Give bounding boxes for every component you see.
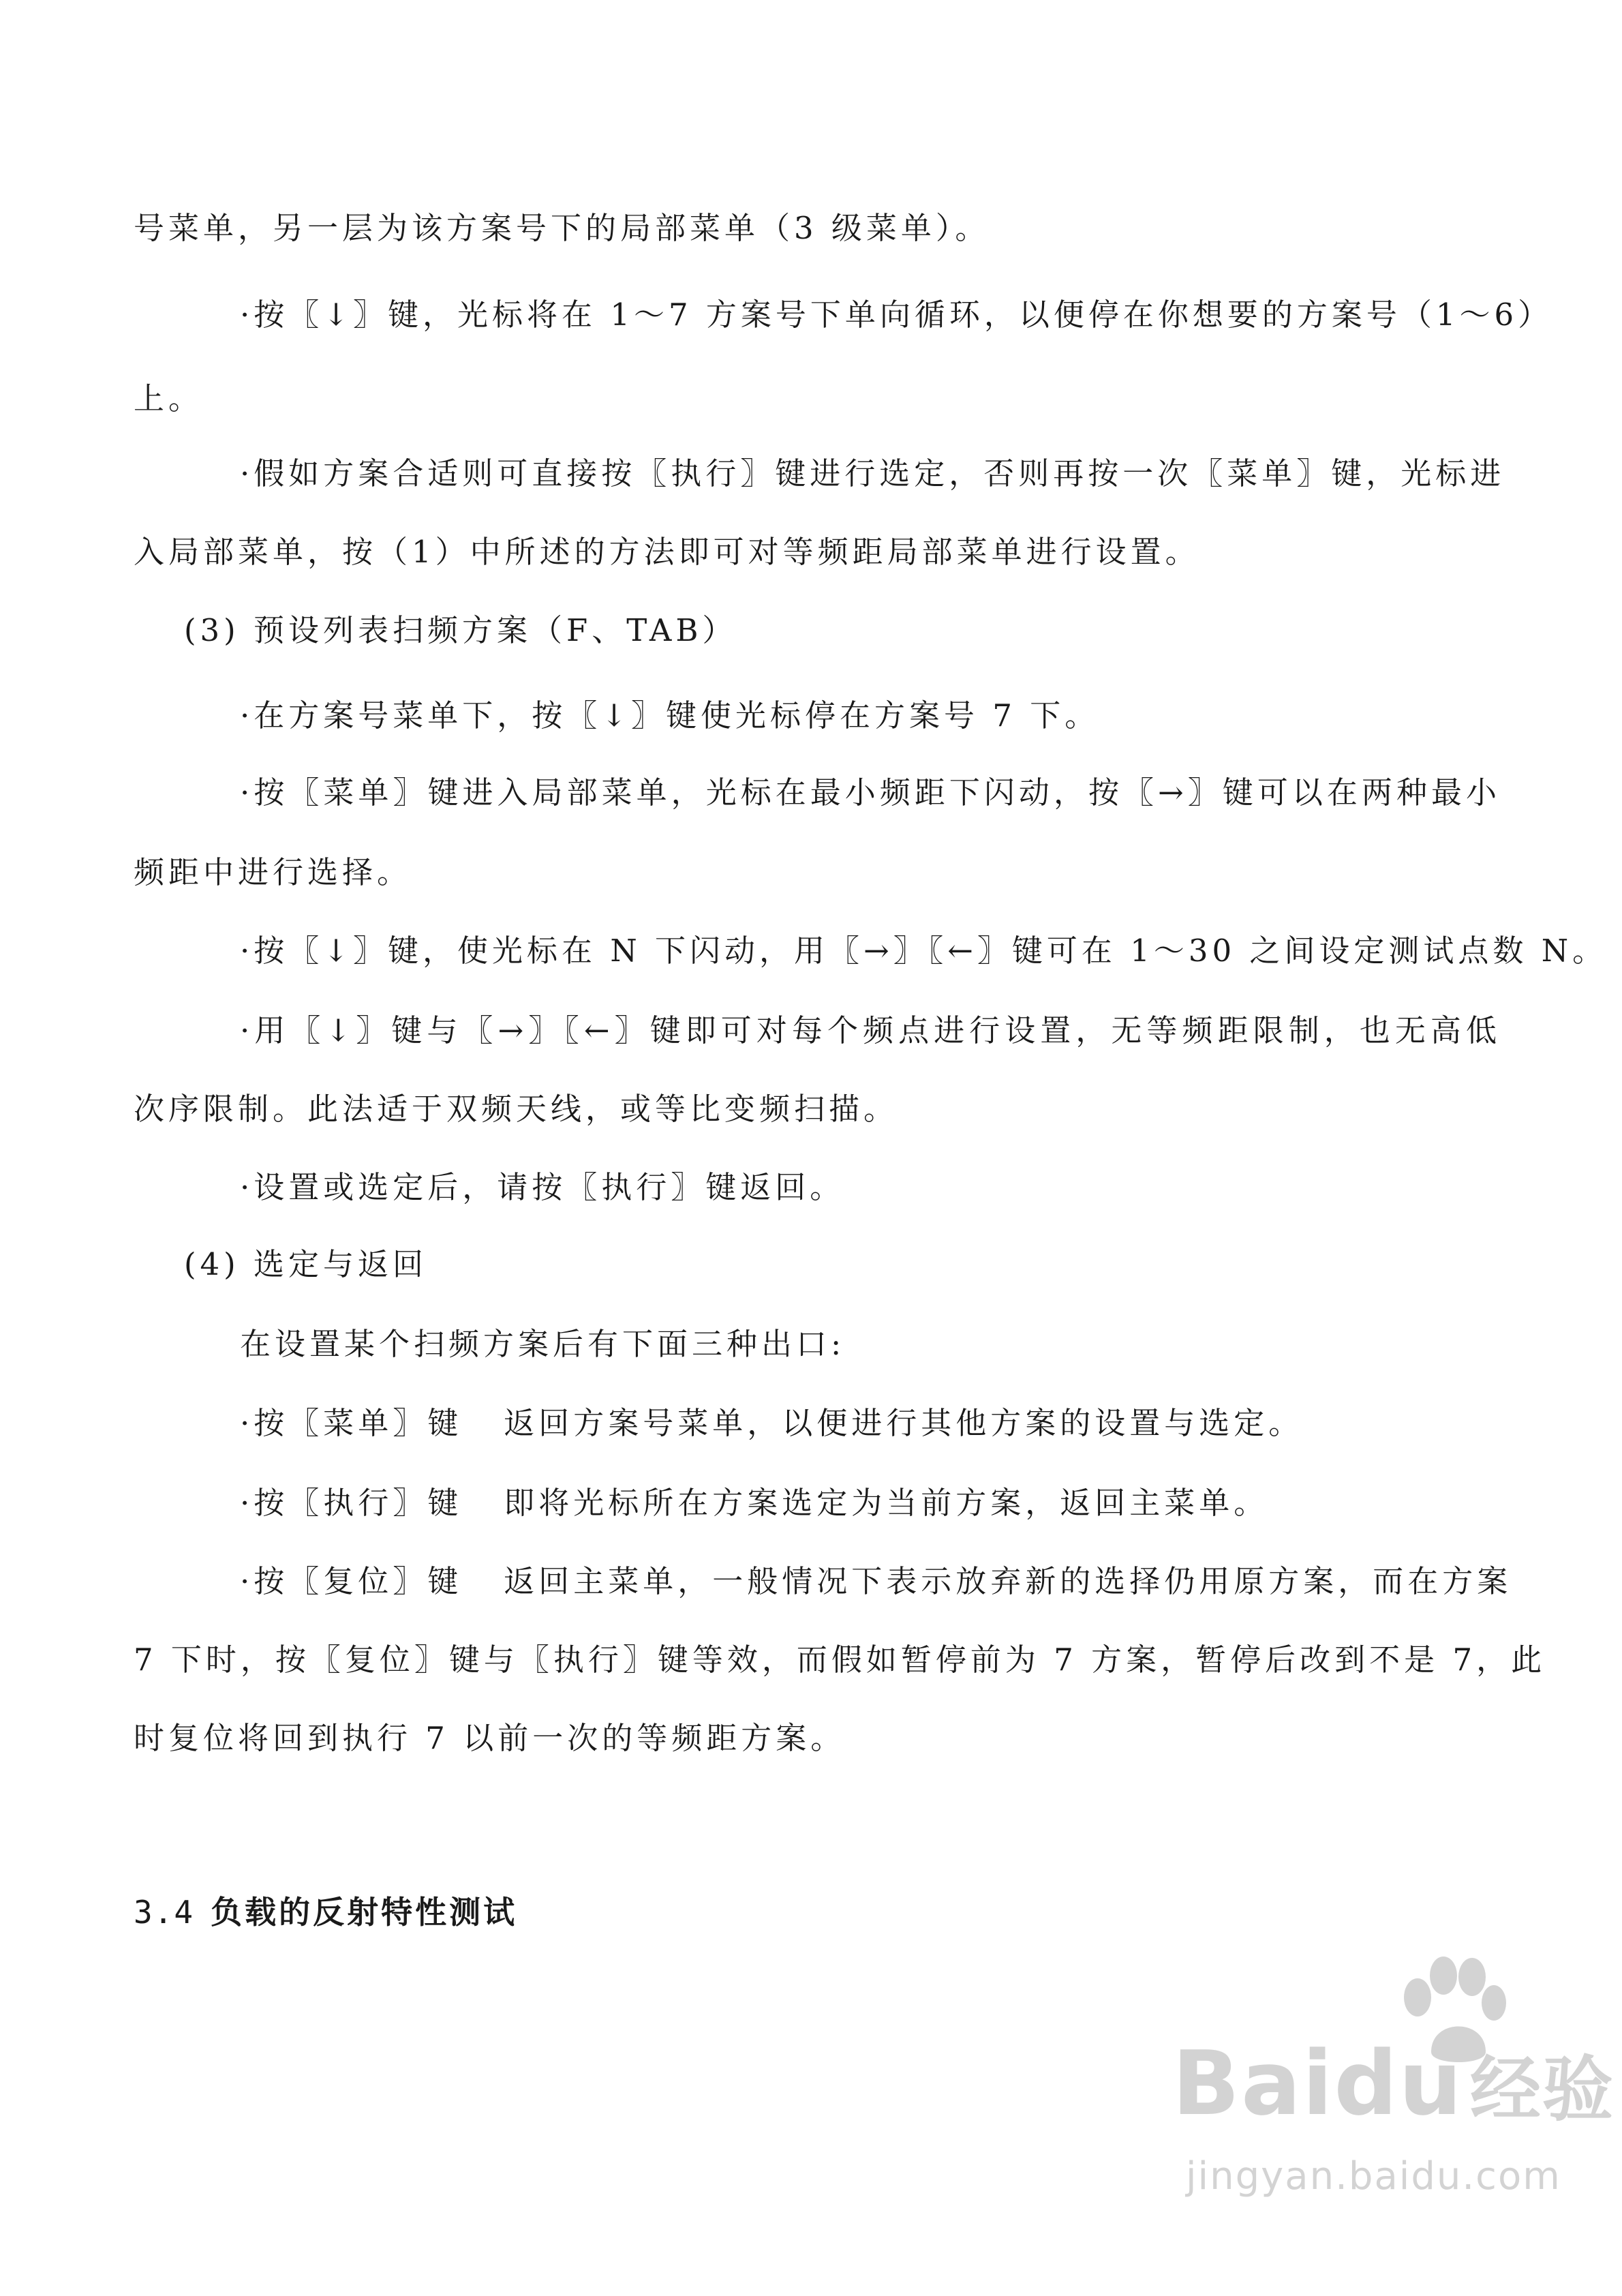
- text-line: 上。: [134, 380, 204, 417]
- section-number: 3.4: [134, 1894, 195, 1931]
- text-line: 次序限制。此法适于双频天线，或等比变频扫描。: [134, 1091, 899, 1127]
- text-line: ·按〖菜单〗键 返回方案号菜单，以便进行其他方案的设置与选定。: [240, 1405, 1304, 1441]
- text-line: ·用〖↓〗键与〖→〗〖←〗键即可对每个频点进行设置，无等频距限制，也无高低: [240, 1012, 1501, 1048]
- text-line: 时复位将回到执行 7 以前一次的等频距方案。: [134, 1720, 846, 1756]
- text-line: 7 下时，按〖复位〗键与〖执行〗键等效，而假如暂停前为 7 方案，暂停后改到不是 7，此: [134, 1642, 1546, 1678]
- text-line: ·按〖菜单〗键进入局部菜单，光标在最小频距下闪动，按〖→〗键可以在两种最小: [240, 774, 1501, 811]
- subsection-heading: (3) 预设列表扫频方案（F、TAB）: [184, 612, 737, 648]
- baidu-jingyan-watermark: [1145, 1950, 1615, 2250]
- text-line: ·按〖复位〗键 返回主菜单，一般情况下表示放弃新的选择仍用原方案，而在方案: [240, 1563, 1512, 1599]
- watermark-url: jingyan.baidu.com: [1186, 2154, 1561, 2199]
- watermark-logo: Baidu经验: [1172, 2031, 1615, 2135]
- text-line: ·在方案号菜单下，按〖↓〗键使光标停在方案号 7 下。: [240, 697, 1100, 734]
- section-title: 负载的反射特性测试: [211, 1894, 518, 1931]
- text-line: ·按〖执行〗键 即将光标所在方案选定为当前方案，返回主菜单。: [240, 1485, 1269, 1521]
- text-line: ·设置或选定后，请按〖执行〗键返回。: [240, 1169, 845, 1205]
- text-line: 频距中进行选择。: [134, 854, 412, 890]
- text-line: 号菜单，另一层为该方案号下的局部菜单（3 级菜单）。: [134, 210, 990, 246]
- section-heading: [134, 1892, 517, 1933]
- text-line: 入局部菜单，按（1）中所述的方法即可对等频距局部菜单进行设置。: [134, 534, 1200, 570]
- text-line: ·按〖↓〗键，使光标在 N 下闪动，用〖→〗〖←〗键可在 1～30 之间设定测试点数 N。: [240, 933, 1608, 969]
- text-line: ·假如方案合适则可直接按〖执行〗键进行选定，否则再按一次〖菜单〗键，光标进: [240, 455, 1505, 492]
- text-line: ·按〖↓〗键，光标将在 1～7 方案号下单向循环，以便停在你想要的方案号（1～6）: [240, 297, 1553, 333]
- text-line: 在设置某个扫频方案后有下面三种出口:: [240, 1326, 846, 1362]
- subsection-heading: (4) 选定与返回: [184, 1246, 428, 1282]
